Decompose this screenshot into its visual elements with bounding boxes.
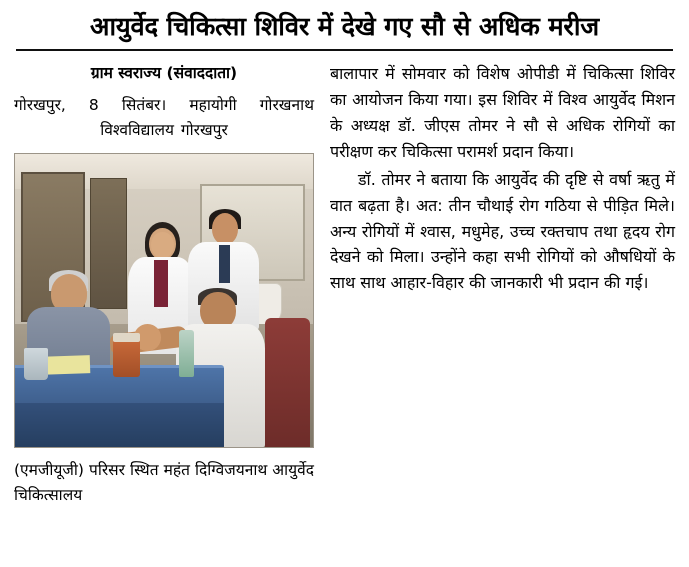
photo-door-right	[90, 178, 128, 309]
photo-person-doctor-tie	[219, 245, 229, 283]
dateline-lead: गोरखपुर, 8 सितंबर। महायोगी गोरखनाथ विश्वविद्यालय गोरखपुर	[14, 96, 314, 140]
photo-table-front	[14, 403, 224, 448]
article-columns	[14, 61, 675, 508]
photo-jar	[113, 339, 140, 377]
photo-bottle	[179, 330, 194, 377]
page-title: आयुर्वेद चिकित्सा शिविर में देखे गए सौ से अधिक मरीज	[90, 12, 599, 42]
photo-chair	[265, 318, 310, 447]
article-paragraph-2: डॉ. तोमर ने बताया कि आयुर्वेद की दृष्टि से वर्षा ऋतु में वात बढ़ता है। अत: तीन चौथाई रोग गठिया से पीड़ित मिले। अन्य रोगियों में श्वास, मधुमेह, उच्च रक्तचाप तथा हृदय रोग देखने को मिला। उन्होंने कहा सभी रोगियों को औषधियों के साथ साथ आहार-विहार की जानकारी भी प्रदान की गई।	[330, 169, 675, 293]
byline: ग्राम स्वराज्य (संवाददाता)	[90, 64, 238, 83]
article-paragraph-1: बालापार में सोमवार को विशेष ओपीडी में चिकित्सा शिविर का आयोजन किया गया। इस शिविर में विश्व आयुर्वेद मिशन के अध्यक्ष डॉ. जीएस तोमर ने सौ से अधिक रोगियों का परीक्षण कर चिकित्सा परामर्श प्रदान किया।	[330, 64, 675, 161]
left-column	[14, 61, 314, 508]
right-column	[330, 61, 675, 298]
photo-person-woman-face	[151, 232, 173, 258]
photo-caption: (एमजीयूजी) परिसर स्थित महंत दिग्विजयनाथ आयुर्वेद चिकित्सालय	[14, 461, 314, 505]
headline-divider	[16, 49, 673, 51]
ayurveda-camp-photo	[14, 153, 314, 448]
photo-person-woman-inner	[154, 260, 169, 307]
photo-jar-lid	[113, 333, 140, 342]
photo-glass	[24, 348, 48, 380]
